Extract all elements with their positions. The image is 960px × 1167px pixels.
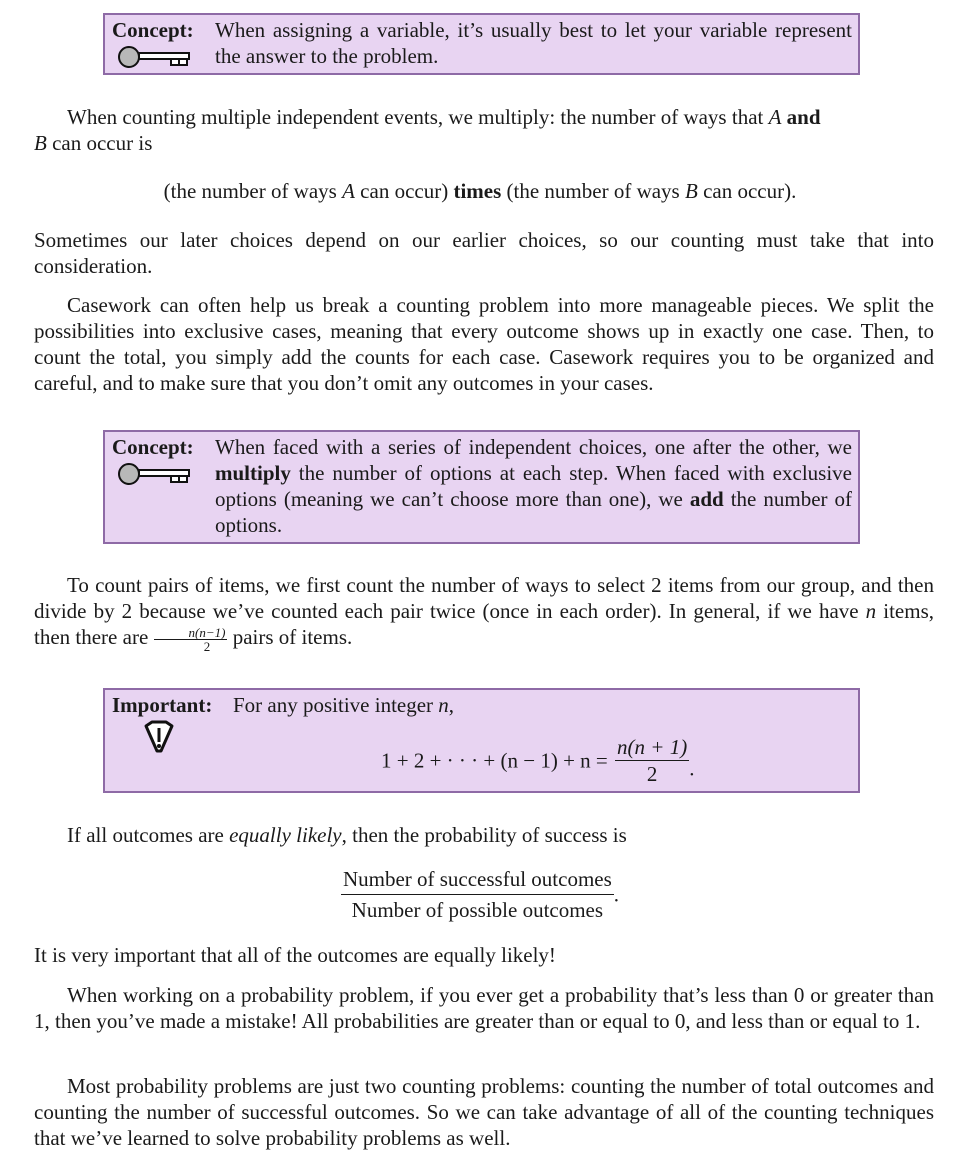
fraction-numerator: n(n−1) (154, 626, 228, 640)
text: When faced with a series of independent choices, one after the other, we (215, 435, 852, 459)
text: pairs of items. (227, 625, 353, 649)
paragraph-equally-likely (34, 822, 934, 848)
key-icon (117, 45, 193, 69)
variable-b: B (34, 131, 47, 155)
text: items, then there are (34, 599, 934, 649)
text: For any positive integer (233, 693, 439, 717)
bold-multiply: multiply (215, 461, 291, 485)
variable-a: A (768, 105, 782, 129)
paragraph-pairs (34, 572, 934, 653)
fraction-denominator: 2 (646, 762, 658, 786)
emphasis-equally-likely: equally likely (229, 823, 342, 847)
concept-label: Concept: (112, 435, 194, 459)
important-box-sum-formula (103, 688, 860, 793)
paragraph-important-note: It is very important that all of the outcomes are equally likely! (34, 943, 556, 967)
fraction-numerator: n(n + 1) (617, 735, 688, 759)
bold-and: and (786, 105, 821, 129)
paragraph-two-counting: Most probability problems are just two counting problems: counting the number of total outcomes and counting the number of successful outcomes. So we can take advantage of all of the counting techniques that we’ve learned to solve probability problems as well. (34, 1074, 934, 1150)
text: , (448, 693, 455, 717)
text: (the number of ways (163, 179, 343, 203)
text: When counting multiple independent events, we multiply: the number of ways that (67, 105, 769, 129)
text: the number of options at each step. When faced with exclusive options (meaning we can’t choose more than one), we (215, 461, 852, 511)
text: the number of options. (215, 487, 853, 537)
text: , then the probability of success is (341, 823, 627, 847)
bold-add: add (689, 487, 724, 511)
paragraph-multiply (34, 104, 934, 156)
variable-b: B (684, 179, 698, 203)
important-text (233, 692, 454, 718)
text: To count pairs of items, we first count the number of ways to select 2 items from our group, and then divide by 2 because we’ve counted each pair twice (once in each order). In general, if we have (34, 573, 934, 623)
warning-icon (143, 720, 175, 754)
concept-text (215, 434, 852, 538)
variable-n: n (865, 599, 877, 623)
sum-formula (381, 734, 694, 787)
fraction (341, 866, 614, 923)
pairs-fraction (154, 626, 228, 653)
multiply-rule (0, 178, 960, 204)
text: can occur is (46, 131, 153, 155)
fraction-denominator: Number of possible outcomes (351, 898, 604, 922)
period: . (689, 756, 695, 781)
concept-text: When assigning a variable, it’s usually best to let your variable represent the answer to the problem. (215, 18, 852, 68)
text: If all outcomes are (67, 823, 230, 847)
concept-label: Concept: (112, 18, 194, 42)
variable-n: n (438, 693, 449, 717)
paragraph-probability-range: When working on a probability problem, if you ever get a probability that’s less than 0 or greater than 1, then you’ve made a mistake! All probabilities are greater than or equal to 0, and less than or equal to 1. (34, 983, 934, 1033)
text: (the number of ways (501, 179, 685, 203)
bold-times: times (453, 179, 502, 203)
formula-fraction (615, 734, 689, 787)
important-label: Important: (112, 693, 213, 717)
paragraph-later-choices: Sometimes our later choices depend on our earlier choices, so our counting must take that into consideration. (34, 228, 934, 278)
concept-box-multiply-add (103, 430, 860, 544)
fraction-numerator: Number of successful outcomes (341, 866, 614, 895)
variable-a: A (342, 179, 355, 203)
text: can occur) (354, 179, 454, 203)
probability-fraction (0, 866, 960, 923)
text: can occur). (697, 179, 797, 203)
fraction-denominator: 2 (203, 638, 211, 654)
paragraph-casework: Casework can often help us break a counting problem into more manageable pieces. We split the possibilities into exclusive cases, meaning that every outcome shows up in exactly one case. Then, to count the total, you simply add the counts for each case. Casework requires you to be organized and careful, and to make sure that you don’t omit any outcomes in your cases. (34, 293, 934, 395)
formula-lhs: 1 + 2 + · · · + (n − 1) + n = (381, 748, 608, 773)
period: . (613, 882, 620, 907)
concept-box-variable (103, 13, 860, 75)
key-icon (117, 462, 193, 486)
